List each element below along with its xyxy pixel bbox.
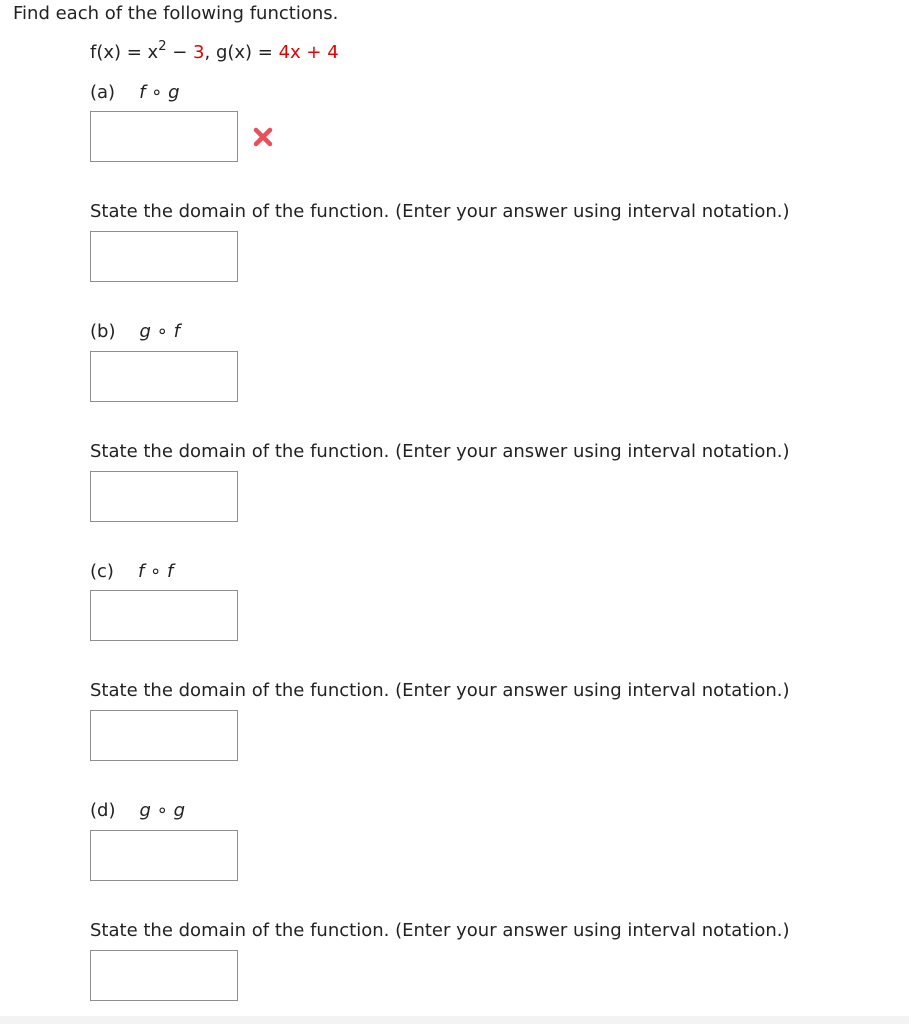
page-bottom-divider	[0, 1016, 909, 1024]
part-a-label	[90, 82, 180, 104]
part-b-domain-prompt: State the domain of the function. (Enter your answer using interval notation.)	[90, 441, 790, 462]
g-expression: 4x + 4	[278, 42, 339, 63]
part-d-domain-input[interactable]	[90, 950, 238, 1001]
f-constant: 3	[193, 42, 205, 63]
part-a-function-input[interactable]	[90, 111, 238, 162]
part-d-domain-prompt: State the domain of the function. (Enter your answer using interval notation.)	[90, 920, 790, 941]
part-d-expression: g ∘ g	[139, 800, 186, 821]
part-b-domain-input[interactable]	[90, 471, 238, 522]
part-c-domain-input[interactable]	[90, 710, 238, 761]
f-exponent: 2	[158, 39, 167, 54]
incorrect-x-mark-icon	[250, 124, 276, 150]
instructions-text: Find each of the following functions.	[13, 3, 339, 24]
definition-separator: ,	[204, 42, 216, 63]
part-b-expression: g ∘ f	[139, 321, 180, 342]
part-a-domain-prompt: State the domain of the function. (Enter your answer using interval notation.)	[90, 201, 790, 222]
part-c-label	[90, 561, 173, 583]
part-a-letter: (a)	[90, 82, 116, 103]
part-a-domain-input[interactable]	[90, 231, 238, 282]
f-definition-prefix: f(x) = x	[90, 42, 159, 63]
part-d-function-input[interactable]	[90, 830, 238, 881]
part-c-letter: (c)	[90, 561, 114, 582]
f-minus: −	[166, 42, 194, 63]
function-definitions	[90, 39, 339, 64]
part-c-expression: f ∘ f	[137, 561, 174, 582]
part-a-expression: f ∘ g	[139, 82, 180, 103]
g-definition-prefix: g(x) =	[215, 42, 279, 63]
part-c-domain-prompt: State the domain of the function. (Enter your answer using interval notation.)	[90, 680, 790, 701]
part-b-label	[90, 321, 180, 343]
part-d-letter: (d)	[90, 800, 116, 821]
part-b-function-input[interactable]	[90, 351, 238, 402]
part-d-label	[90, 800, 185, 822]
part-c-function-input[interactable]	[90, 590, 238, 641]
part-b-letter: (b)	[90, 321, 116, 342]
